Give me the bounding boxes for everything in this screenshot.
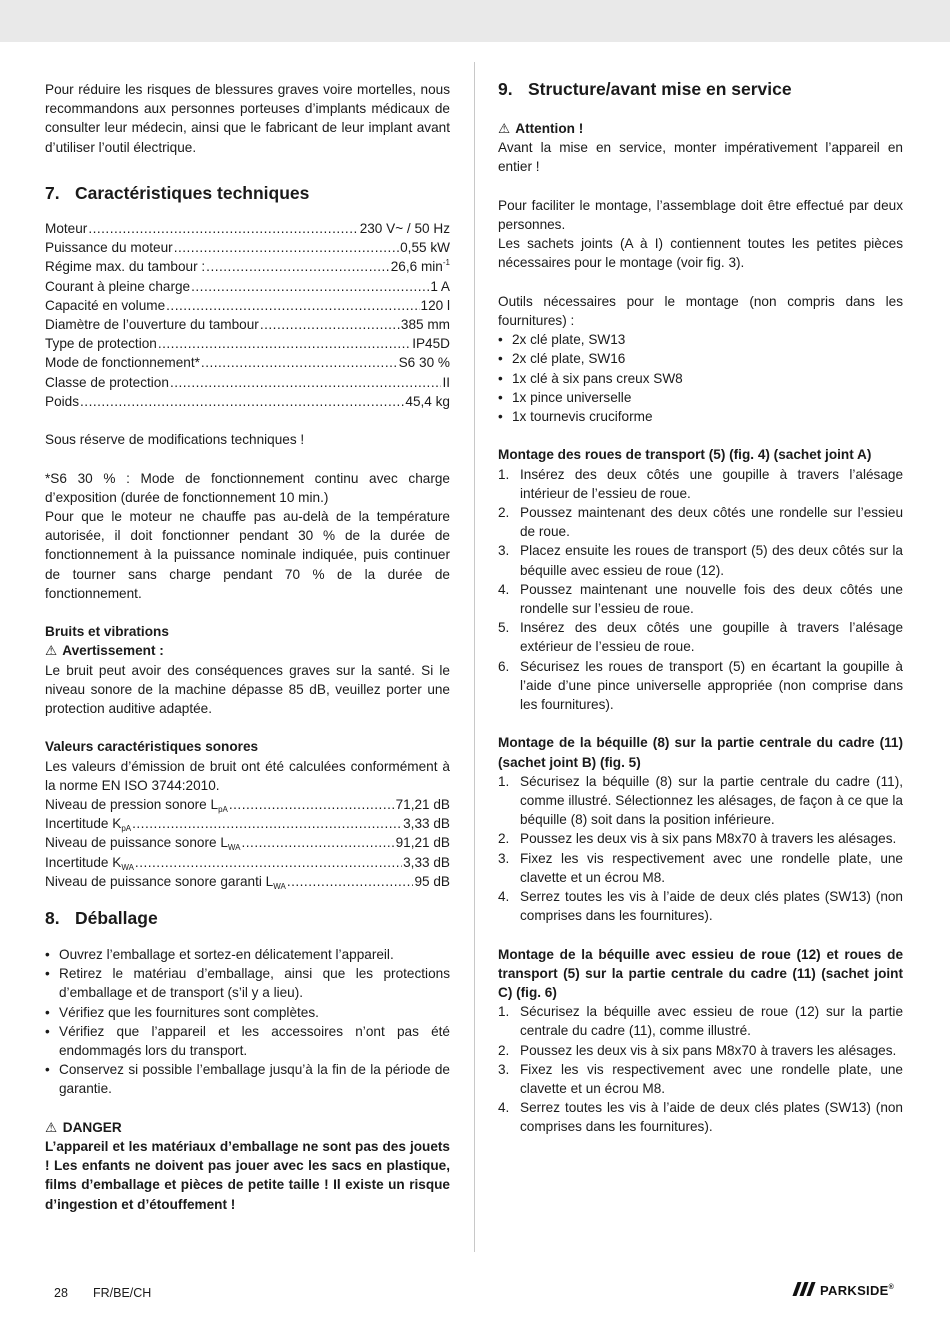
list-item: • Conservez si possible l’emballage jusqu’à la fin de la période de garantie. bbox=[45, 1062, 450, 1097]
section-number: 8. bbox=[45, 908, 60, 929]
spec-row bbox=[45, 315, 450, 334]
spec-label: Mode de fonctionnement* bbox=[45, 355, 200, 371]
axle-steps bbox=[498, 1002, 903, 1136]
spec-label: Courant à pleine charge bbox=[45, 278, 191, 294]
list-item: • 1x pince universelle bbox=[498, 389, 632, 405]
spec-row bbox=[45, 392, 450, 411]
sound-row bbox=[45, 795, 450, 814]
sound-value: 91,21 dB bbox=[395, 835, 450, 851]
section-7-heading bbox=[45, 182, 450, 204]
warning-icon: ⚠ bbox=[45, 1119, 58, 1135]
list-item: • Retirez le matériau d’emballage, ainsi que les protections d’emballage et de transport (s’il y a lieu). bbox=[45, 966, 450, 1001]
column-divider bbox=[474, 62, 475, 1252]
spec-row bbox=[45, 373, 450, 392]
left-column bbox=[45, 80, 450, 1214]
page-number: 28 bbox=[54, 1286, 68, 1300]
list-item: 3. Fixez les vis respectivement avec une rondelle plate, une clavette et un écrou M8. bbox=[498, 850, 903, 885]
section-number: 7. bbox=[45, 183, 60, 203]
noise-text: Le bruit peut avoir des conséquences graves sur la santé. Si le niveau sonore de la machine dépasse 85 dB, veuillez porter une protection auditive adaptée. bbox=[45, 662, 450, 717]
spec-row bbox=[45, 334, 450, 353]
list-item: 1. Sécurisez la béquille (8) sur la partie centrale du cadre (11), comme illustré. Sélectionnez les alésages, de façon à ce que la béquille (8) soit dans la position inférieure. bbox=[498, 773, 903, 828]
s6-detail: Pour que le moteur ne chauffe pas au-delà de la température autorisée, il doit fonctionner pendant 30 % de la durée de fonctionnement à la puissance nominale indiquée, puis continuer de tourner sans charge pendant 70 % de la durée de fonctionnement. bbox=[45, 509, 450, 601]
spec-label: Poids bbox=[45, 393, 80, 409]
list-item: 4. Serrez toutes les vis à l’aide de deux clés plates (SW13) (non comprises dans les fournitures). bbox=[498, 1100, 903, 1135]
list-item: • Ouvrez l’emballage et sortez-en délicatement l’appareil. bbox=[45, 947, 394, 963]
warning-icon: ⚠ bbox=[498, 121, 511, 136]
spec-label: Régime max. du tambour : bbox=[45, 259, 206, 275]
spec-value: IP45D bbox=[412, 336, 450, 352]
sound-label: Niveau de puissance sonore garanti $L_{WA}$ bbox=[45, 873, 286, 891]
sound-value: 71,21 dB bbox=[395, 797, 450, 813]
bags-text: Les sachets joints (A à I) contiennent toutes les petites pièces nécessaires pour le montage (voir fig. 3). bbox=[498, 236, 903, 271]
list-item: 1. Sécurisez la béquille avec essieu de roue (12) sur la partie centrale du cadre (11), comme illustré. bbox=[498, 1004, 903, 1039]
section-9-heading bbox=[498, 78, 903, 100]
spec-label: Puissance du moteur bbox=[45, 240, 173, 256]
sound-label: Niveau de pression sonore $L_{pA}$ bbox=[45, 797, 228, 815]
spec-value: 26,6 $\min^{-1}$ bbox=[390, 258, 450, 275]
language-code: FR/BE/CH bbox=[93, 1286, 152, 1300]
noise-warning: ⚠ Avertissement : bbox=[45, 641, 450, 660]
list-item: 4. Poussez maintenant une nouvelle fois des deux côtés une rondelle sur l’essieu de roue. bbox=[498, 581, 903, 617]
spec-label: Moteur bbox=[45, 221, 88, 236]
tools-list bbox=[498, 330, 903, 426]
noise-heading: Bruits et vibrations bbox=[45, 624, 169, 640]
list-item: 2. Poussez maintenant des deux côtés une rondelle sur l’essieu de roue. bbox=[498, 505, 903, 540]
spec-value: 1 A bbox=[430, 278, 450, 294]
spec-row bbox=[45, 238, 450, 257]
wheels-steps bbox=[498, 465, 903, 715]
brand-logo bbox=[793, 1280, 894, 1298]
s6-note: *S6 30 % : Mode de fonctionnement continu avec charge d’exposition (durée de fonctionnement 10 min.) bbox=[45, 470, 450, 505]
section-number: 9. bbox=[498, 79, 513, 99]
sound-value: 95 dB bbox=[414, 873, 450, 889]
list-item: 2. Poussez les deux vis à six pans M8x70 à travers les alésages. bbox=[498, 1042, 897, 1058]
spec-value: 0,55 kW bbox=[400, 240, 450, 256]
danger-label: ⚠ DANGER bbox=[45, 1118, 450, 1137]
spec-value: 120 l bbox=[420, 297, 450, 313]
sound-values-list bbox=[45, 795, 450, 891]
spec-label: Classe de protection bbox=[45, 374, 169, 390]
spec-row bbox=[45, 277, 450, 296]
danger-text: L’appareil et les matériaux d’emballage ne sont pas des jouets ! Les enfants ne doivent pas jouer avec les sacs en plastique, films d’emballage et pièces de petite taille ! Il existe un risque d’ingestion et d’étouffement ! bbox=[45, 1139, 450, 1212]
spec-value: 385 mm bbox=[400, 317, 450, 333]
list-item: • 1x clé à six pans creux SW8 bbox=[498, 370, 683, 386]
sound-row bbox=[45, 872, 450, 891]
spec-value: S6 30 % bbox=[398, 355, 450, 371]
sound-text: Les valeurs d’émission de bruit ont été calculées conformément à la norme EN ISO 3744:2010. bbox=[45, 758, 450, 793]
section-title: Caractéristiques techniques bbox=[75, 183, 310, 203]
axle-heading: Montage de la béquille avec essieu de roue (12) et roues de transport (5) sur la partie centrale du cadre (11) (sachet joint C) (fig. 6) bbox=[498, 946, 903, 1001]
attention-text: Avant la mise en service, monter impérativement l’appareil en entier ! bbox=[498, 140, 903, 175]
assembly-text: Pour faciliter le montage, l’assemblage doit être effectué par deux personnes. bbox=[498, 197, 903, 232]
sound-row bbox=[45, 853, 450, 872]
right-column bbox=[498, 78, 903, 1137]
top-bar bbox=[0, 0, 950, 42]
spec-row bbox=[45, 257, 450, 276]
list-item: 3. Fixez les vis respectivement avec une rondelle plate, une clavette et un écrou M8. bbox=[498, 1061, 903, 1097]
spec-row bbox=[45, 296, 450, 315]
sound-row bbox=[45, 814, 450, 833]
spec-value: 230 V~ / 50 Hz bbox=[359, 221, 450, 236]
spec-row bbox=[45, 353, 450, 372]
sound-label: Niveau de puissance sonore $L_{WA}$ bbox=[45, 835, 241, 853]
list-item: 4. Serrez toutes les vis à l’aide de deux clés plates (SW13) (non comprises dans les fournitures). bbox=[498, 889, 903, 924]
list-item: 6. Sécurisez les roues de transport (5) en écartant la goupille à l’aide d’une pince universelle appropriée (non comprise dans les fournitures). bbox=[498, 658, 903, 713]
reserve-note: Sous réserve de modifications techniques ! bbox=[45, 432, 305, 448]
spec-label: Capacité en volume bbox=[45, 297, 166, 313]
section-8-heading bbox=[45, 907, 450, 929]
section-title: Déballage bbox=[75, 908, 158, 929]
spec-list bbox=[45, 219, 450, 411]
stand-steps bbox=[498, 772, 903, 926]
spec-value: II bbox=[442, 374, 450, 390]
spec-label: Type de protection bbox=[45, 336, 157, 352]
stand-heading: Montage de la béquille (8) sur la partie centrale du cadre (11) (sachet joint B) (fig. 5) bbox=[498, 735, 903, 770]
logo-stripes-icon bbox=[793, 1282, 815, 1296]
tools-intro: Outils nécessaires pour le montage (non compris dans les fournitures) : bbox=[498, 293, 903, 328]
list-item: 2. Poussez les deux vis à six pans M8x70 à travers les alésages. bbox=[498, 831, 897, 847]
list-item: 3. Placez ensuite les roues de transport (5) des deux côtés sur la béquille avec essieu de roue (12). bbox=[498, 543, 903, 578]
list-item: 1. Insérez des deux côtés une goupille à travers l’alésage intérieur de l’essieu de roue. bbox=[498, 466, 903, 501]
sound-label: Incertitude $K_{WA}$ bbox=[45, 854, 134, 872]
list-item: • Vérifiez que les fournitures sont complètes. bbox=[45, 1004, 319, 1020]
intro-paragraph: Pour réduire les risques de blessures graves voire mortelles, nous recommandons aux personnes porteuses d’implants médicaux de consulter leur médecin, ainsi que le fabricant de leur implant avant d’utiliser l’outil électrique. bbox=[45, 82, 450, 155]
list-item: • 2x clé plate, SW16 bbox=[498, 351, 626, 367]
list-item: • 1x tournevis cruciforme bbox=[498, 409, 653, 425]
sound-row bbox=[45, 833, 450, 852]
sound-heading: Valeurs caractéristiques sonores bbox=[45, 739, 259, 755]
brand-name: PARKSIDE® bbox=[820, 1282, 895, 1298]
list-item: • Vérifiez que l’appareil et les accessoires n’ont pas été endommagés lors du transport. bbox=[45, 1023, 450, 1059]
warning-icon: ⚠ bbox=[45, 643, 58, 659]
sound-value: 3,33 dB bbox=[403, 854, 450, 870]
section-title: Structure/avant mise en service bbox=[528, 79, 792, 99]
attention-label: ⚠ Attention ! bbox=[498, 119, 903, 138]
wheels-heading: Montage des roues de transport (5) (fig. 4) (sachet joint A) bbox=[498, 447, 872, 463]
spec-row bbox=[45, 219, 450, 238]
unpack-list bbox=[45, 945, 450, 1099]
list-item: 5. Insérez des deux côtés une goupille à travers l’alésage extérieur de l’essieu de roue. bbox=[498, 620, 903, 655]
sound-value: 3,33 dB bbox=[403, 816, 450, 832]
spec-label: Diamètre de l’ouverture du tambour bbox=[45, 317, 259, 333]
spec-value: 45,4 kg bbox=[405, 393, 450, 409]
list-item: • 2x clé plate, SW13 bbox=[498, 332, 626, 348]
sound-label: Incertitude $K_{pA}$ bbox=[45, 816, 132, 834]
